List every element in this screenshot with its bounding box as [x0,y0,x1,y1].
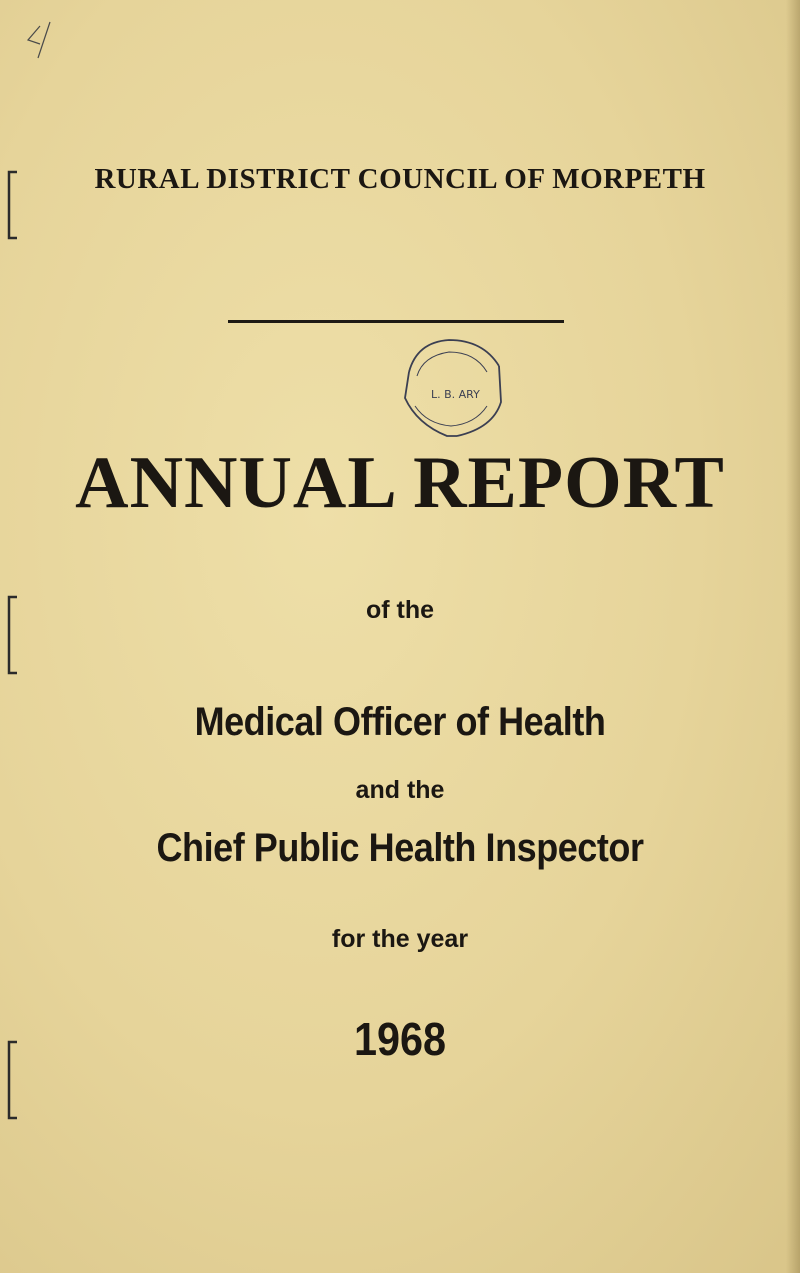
of-the-text: of the [365,596,435,624]
and-the-text: and the [355,776,445,804]
library-stamp-icon [387,332,511,440]
binding-bracket-icon [6,1040,18,1120]
for-the-year-text: for the year [331,925,469,953]
report-year: 1968 [353,1013,447,1065]
stamp-text: L. B. ARY [431,388,480,401]
pencil-mark-icon [20,18,66,62]
council-name: RURAL DISTRICT COUNCIL OF MORPETH [94,163,706,195]
medical-officer-title: Medical Officer of Health [194,700,606,744]
report-title: ANNUAL REPORT [75,442,725,524]
title-rule [228,320,564,323]
inspector-title: Chief Public Health Inspector [156,826,644,870]
